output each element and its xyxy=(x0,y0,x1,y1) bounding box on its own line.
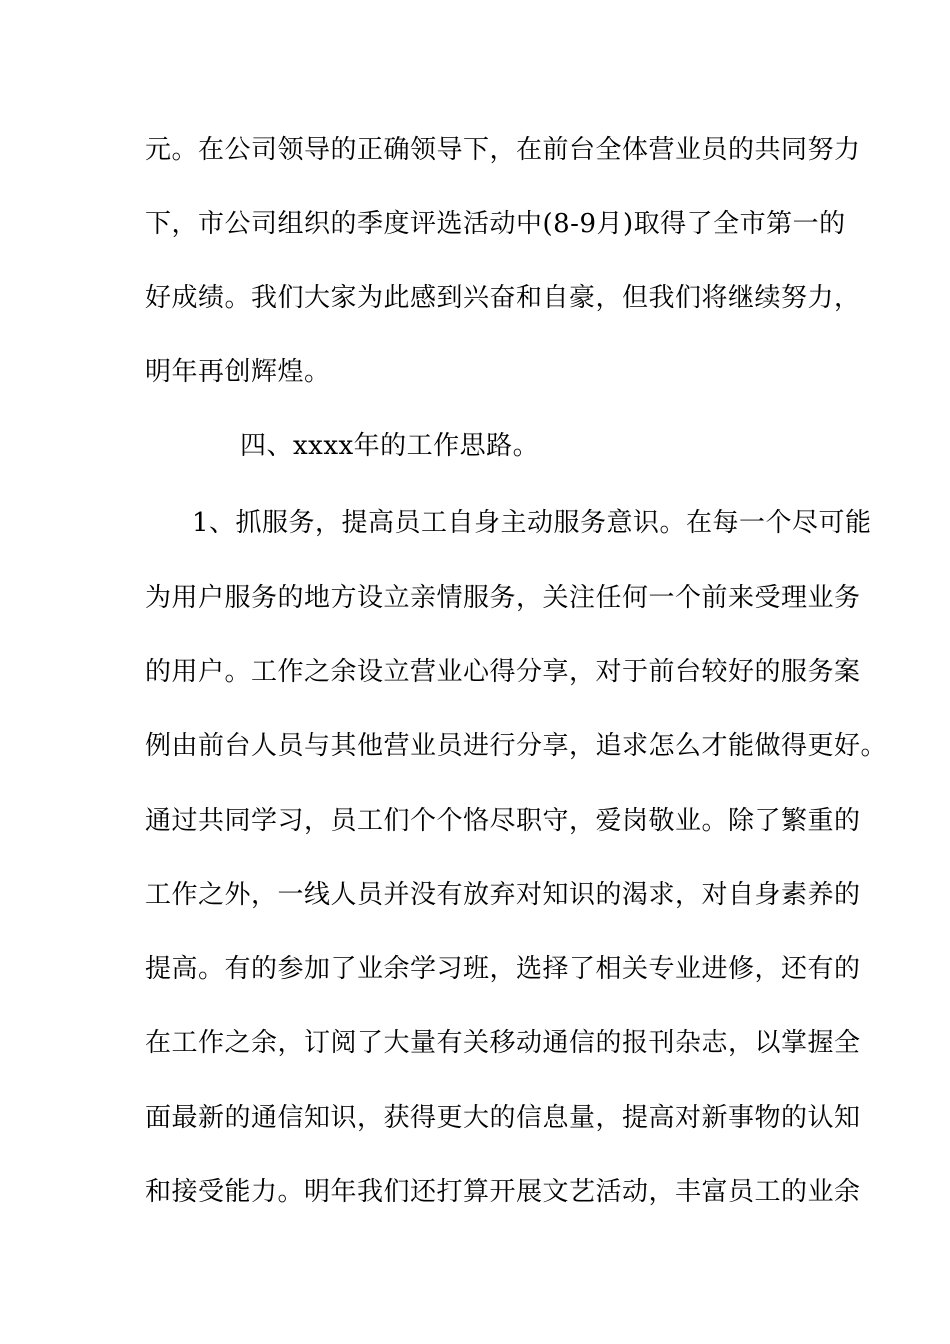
paragraph-line: 明年再创辉煌。 xyxy=(145,357,331,387)
paragraph-line: 在工作之余，订阅了大量有关移动通信的报刊杂志，以掌握全 xyxy=(145,1028,861,1058)
section-heading: 四、xxxx年的工作思路。 xyxy=(240,431,540,461)
paragraph-line: 下，市公司组织的季度评选活动中(8-9月)取得了全市第一的 xyxy=(145,209,846,239)
paragraph-line: 例由前台人员与其他营业员进行分享，追求怎么才能做得更好。 xyxy=(145,731,888,761)
paragraph-line: 为用户服务的地方设立亲情服务，关注任何一个前来受理业务 xyxy=(145,583,861,613)
paragraph-line: 提高。有的参加了业余学习班，选择了相关专业进修，还有的 xyxy=(145,954,861,984)
paragraph-line: 工作之外，一线人员并没有放弃对知识的渴求，对自身素养的 xyxy=(145,880,861,910)
paragraph-line: 1、抓服务，提高员工自身主动服务意识。在每一个尽可能 xyxy=(192,508,872,538)
paragraph-line: 面最新的通信知识，获得更大的信息量，提高对新事物的认知 xyxy=(145,1103,861,1133)
paragraph-line: 好成绩。我们大家为此感到兴奋和自豪，但我们将继续努力， xyxy=(145,283,861,313)
paragraph-line: 元。在公司领导的正确领导下，在前台全体营业员的共同努力 xyxy=(145,135,861,165)
paragraph-line: 和接受能力。明年我们还打算开展文艺活动，丰富员工的业余 xyxy=(145,1177,861,1207)
paragraph-line: 的用户。工作之余设立营业心得分享，对于前台较好的服务案 xyxy=(145,657,861,687)
paragraph-line: 通过共同学习，员工们个个恪尽职守，爱岗敬业。除了繁重的 xyxy=(145,806,861,836)
